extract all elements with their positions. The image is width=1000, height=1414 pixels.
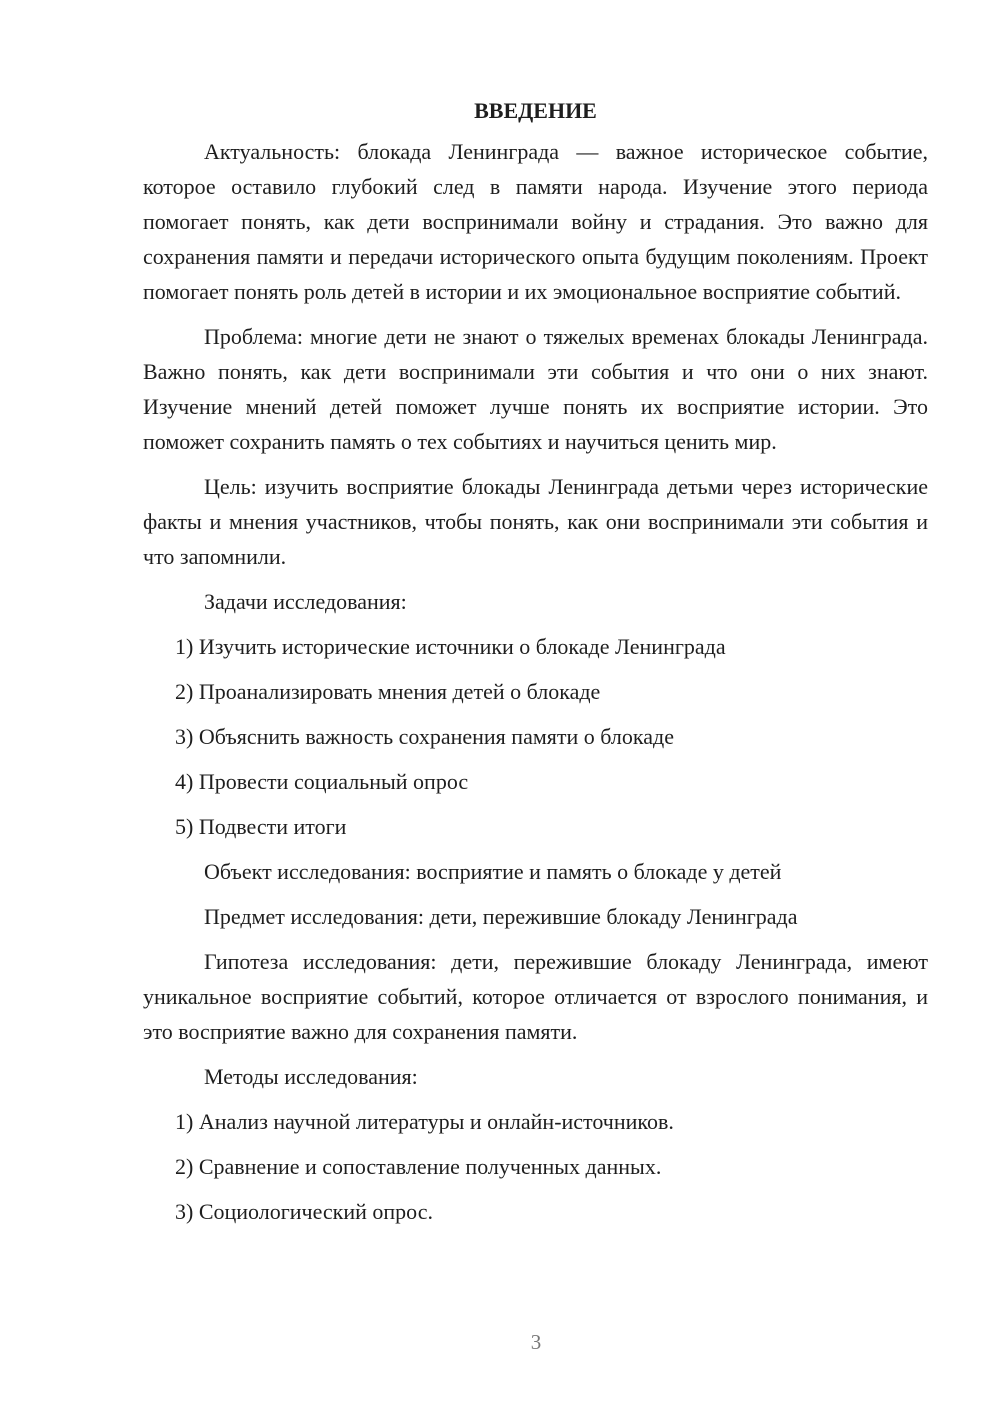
goal-paragraph: Цель: изучить восприятие блокады Ленинграда детьми через исторические факты и мнения участников, чтобы понять, как они воспринимали эти события и что запомнили. (143, 474, 928, 569)
problem-paragraph: Проблема: многие дети не знают о тяжелых временах блокады Ленинграда. Важно понять, как дети воспринимали эти события и что они о них знают. Изучение мнений детей поможет лучше понять их восприятие истории. Это поможет сохранить память о тех событиях и научиться ценить мир. (143, 324, 928, 454)
research-object: Объект исследования: восприятие и память о блокаде у детей (204, 859, 782, 884)
task-item-4: 4) Провести социальный опрос (175, 769, 469, 794)
task-item-5: 5) Подвести итоги (175, 814, 347, 839)
method-item-2: 2) Сравнение и сопоставление полученных данных. (175, 1154, 662, 1179)
section-heading: ВВЕДЕНИЕ (474, 98, 597, 123)
hypothesis-paragraph: Гипотеза исследования: дети, пережившие блокаду Ленинграда, имеют уникальное восприятие событий, которое отличается от взрослого понимания, и это восприятие важно для сохранения памяти. (143, 949, 928, 1044)
task-item-2: 2) Проанализировать мнения детей о блокаде (175, 679, 601, 704)
tasks-heading: Задачи исследования: (204, 589, 407, 614)
document-page (143, 93, 928, 1239)
task-item-1: 1) Изучить исторические источники о блокаде Ленинграда (175, 634, 726, 659)
methods-heading: Методы исследования: (204, 1064, 418, 1089)
task-item-3: 3) Объяснить важность сохранения памяти о блокаде (175, 724, 674, 749)
relevance-paragraph: Актуальность: блокада Ленинграда — важное историческое событие, которое оставило глубокий след в памяти народа. Изучение этого периода помогает понять, как дети воспринимали войну и страдания. Это важно для сохранения памяти и передачи исторического опыта будущим поколениям. Проект помогает понять роль детей в истории и их эмоциональное восприятие событий. (143, 139, 928, 304)
page-number: 3 (530, 1330, 542, 1354)
method-item-1: 1) Анализ научной литературы и онлайн-источников. (175, 1109, 674, 1134)
method-item-3: 3) Социологический опрос. (175, 1199, 433, 1224)
research-subject: Предмет исследования: дети, пережившие блокаду Ленинграда (204, 904, 798, 929)
